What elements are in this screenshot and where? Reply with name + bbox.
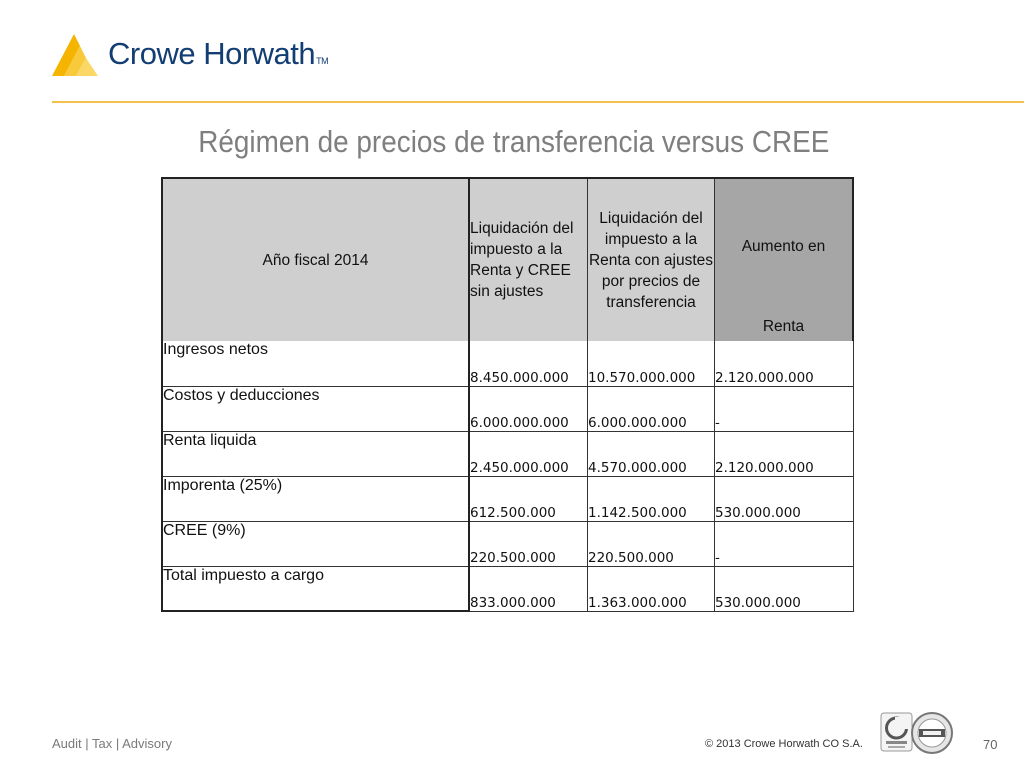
cell-value: 6.000.000.000 <box>469 386 588 431</box>
cell-value: 612.500.000 <box>469 476 588 521</box>
cell-value: 2.450.000.000 <box>469 431 588 476</box>
table-row <box>162 431 853 476</box>
header-increase-bottom: Renta <box>762 318 805 335</box>
table-row <box>162 566 853 611</box>
row-label: Imporenta (25%) <box>162 476 469 521</box>
iqnet-certification-seal-icon <box>910 711 954 755</box>
header-without-adjustments: Liquidación del impuesto a la Renta y CREE sin ajustes <box>469 178 588 341</box>
row-label: Costos y deducciones <box>162 386 469 431</box>
footer-copyright: © 2013 Crowe Horwath CO S.A. <box>705 738 863 750</box>
iso-certification-badge-icon <box>880 712 913 752</box>
cell-value: 1.363.000.000 <box>588 566 715 611</box>
table-header-row <box>162 178 853 341</box>
table-row <box>162 386 853 431</box>
header-divider <box>52 101 1024 103</box>
cell-value: 6.000.000.000 <box>588 386 715 431</box>
cell-value: 2.120.000.000 <box>715 341 854 386</box>
page-number: 70 <box>983 737 998 752</box>
row-label: Total impuesto a cargo <box>162 566 469 611</box>
cell-value: - <box>715 521 854 566</box>
cell-value: 2.120.000.000 <box>715 431 854 476</box>
header-increase <box>715 178 854 341</box>
table-row <box>162 341 853 386</box>
brand-name: Crowe HorwathTM <box>108 36 329 71</box>
row-label: CREE (9%) <box>162 521 469 566</box>
row-label: Renta liquida <box>162 431 469 476</box>
cell-value: - <box>715 386 854 431</box>
table-row <box>162 476 853 521</box>
table-row <box>162 521 853 566</box>
cell-value: 4.570.000.000 <box>588 431 715 476</box>
cell-value: 530.000.000 <box>715 566 854 611</box>
row-label: Ingresos netos <box>162 341 469 386</box>
cell-value: 220.500.000 <box>469 521 588 566</box>
cell-value: 8.450.000.000 <box>469 341 588 386</box>
cell-value: 833.000.000 <box>469 566 588 611</box>
cell-value: 530.000.000 <box>715 476 854 521</box>
header-with-adjustments: Liquidación del impuesto a la Renta con ajustes por precios de transferencia <box>588 178 715 341</box>
slide-title: Régimen de precios de transferencia versus CREE <box>198 124 830 159</box>
cell-value: 1.142.500.000 <box>588 476 715 521</box>
tax-comparison-table <box>161 177 854 612</box>
cell-value: 10.570.000.000 <box>588 341 715 386</box>
header-increase-top: Aumento en <box>741 238 826 255</box>
footer-services: Audit | Tax | Advisory <box>52 736 172 751</box>
header-fiscal-year: Año fiscal 2014 <box>162 178 469 341</box>
cell-value: 220.500.000 <box>588 521 715 566</box>
